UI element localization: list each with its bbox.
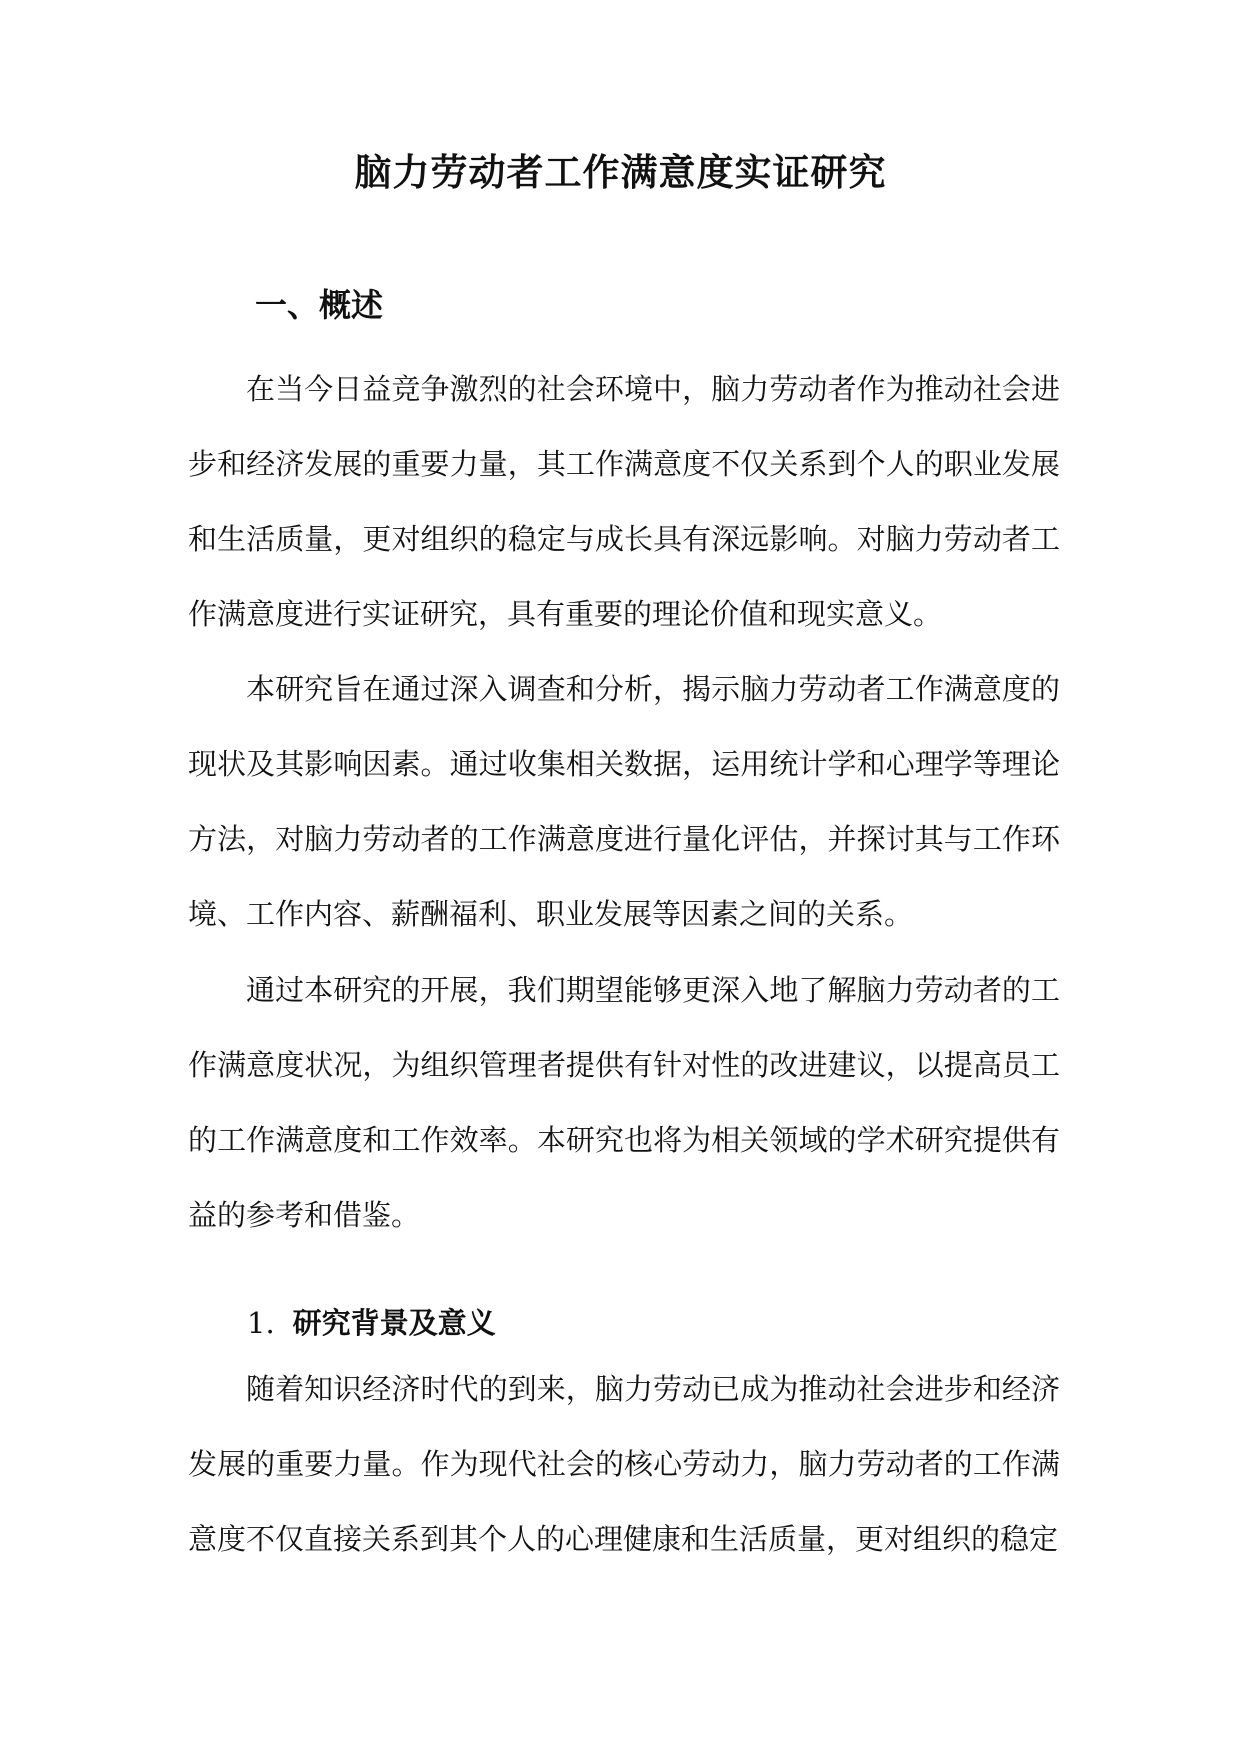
subsection-heading-background bbox=[247, 1303, 496, 1343]
subsection-title: 研究背景及意义 bbox=[292, 1306, 496, 1340]
subsection-number: 1. bbox=[247, 1306, 275, 1340]
paragraph: 通过本研究的开展，我们期望能够更深入地了解脑力劳动者的工作满意度状况，为组织管理者提供有针对性的改进建议，以提高员工的工作满意度和工作效率。本研究也将为相关领域的学术研究提供有益的参考和借鉴。 bbox=[188, 973, 1060, 1232]
paragraph: 随着知识经济时代的到来，脑力劳动已成为推动社会进步和经济发展的重要力量。作为现代社会的核心劳动力，脑力劳动者的工作满意度不仅直接关系到其个人的心理健康和生活质量，更对组织的稳定 bbox=[188, 1372, 1060, 1556]
section-heading-overview: 一、概述 bbox=[255, 286, 384, 324]
paragraph: 本研究旨在通过深入调查和分析，揭示脑力劳动者工作满意度的现状及其影响因素。通过收集相关数据，运用统计学和心理学等理论方法，对脑力劳动者的工作满意度进行量化评估，并探讨其与工作环境、工作内容、薪酬福利、职业发展等因素之间的关系。 bbox=[188, 672, 1060, 931]
paragraph: 在当今日益竞争激烈的社会环境中，脑力劳动者作为推动社会进步和经济发展的重要力量，其工作满意度不仅关系到个人的职业发展和生活质量，更对组织的稳定与成长具有深远影响。对脑力劳动者工作满意度进行实证研究，具有重要的理论价值和现实意义。 bbox=[188, 372, 1060, 631]
document-title: 脑力劳动者工作满意度实证研究 bbox=[354, 150, 887, 194]
